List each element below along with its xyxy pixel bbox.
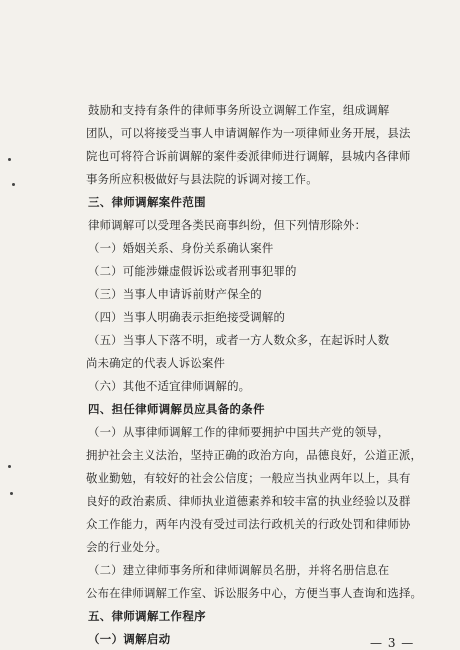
list-item: （二）可能涉嫌虚假诉讼或者刑事犯罪的 bbox=[88, 264, 297, 278]
text-line: 事务所应积极做好与县法院的诉调对接工作。 bbox=[86, 172, 318, 186]
binding-hole-mark bbox=[8, 158, 11, 161]
section-heading: 三、律师调解案件范围 bbox=[88, 195, 206, 209]
text-line: 公布在律师调解工作室、诉讼服务中心，方便当事人查询和选择。 bbox=[86, 586, 423, 600]
text-line: 鼓励和支持有条件的律师事务所设立调解工作室，组成调解 bbox=[88, 103, 390, 117]
text-line: 敬业勤勉，有较好的社会公信度；一般应当执业两年以上，具有 bbox=[86, 471, 411, 485]
binding-hole-mark bbox=[12, 183, 15, 186]
text-line: 良好的政治素质、律师执业道德素养和较丰富的执业经验以及群 bbox=[86, 494, 411, 508]
list-item: （四）当事人明确表示拒绝接受调解的 bbox=[88, 310, 286, 324]
text-line: 会的行业处分。 bbox=[86, 540, 168, 554]
list-item: （三）当事人申请诉前财产保全的 bbox=[88, 287, 262, 301]
sub-heading: （一）调解启动 bbox=[88, 632, 171, 646]
binding-hole-mark bbox=[8, 465, 11, 468]
page-number: — 3 — bbox=[370, 636, 415, 650]
text-line: 律师调解可以受理各类民商事纠纷，但下列情形除外： bbox=[88, 218, 367, 232]
text-line: 院也可将符合诉前调解的案件委派律师进行调解，县城内各律师 bbox=[86, 149, 411, 163]
list-item: （五）当事人下落不明，或者一方人数众多，在起诉时人数 bbox=[88, 333, 390, 347]
list-item: （一）从事律师调解工作的律师要拥护中国共产党的领导， bbox=[88, 425, 390, 439]
text-line: 尚未确定的代表人诉讼案件 bbox=[86, 356, 226, 370]
text-line: 团队，可以将接受当事人申请调解作为一项律师业务开展，县法 bbox=[86, 126, 411, 140]
text-line: 众工作能力，两年内没有受过司法行政机关的行政处罚和律师协 bbox=[86, 517, 411, 531]
list-item: （二）建立律师事务所和律师调解员名册，并将名册信息在 bbox=[88, 563, 390, 577]
section-heading: 五、律师调解工作程序 bbox=[88, 609, 206, 623]
list-item: （一）婚姻关系、身份关系确认案件 bbox=[88, 241, 274, 255]
text-line: 拥护社会主义法治，坚持正确的政治方向，品德良好，公道正派， bbox=[86, 448, 423, 462]
list-item: （六）其他不适宜律师调解的。 bbox=[88, 379, 251, 393]
binding-hole-mark bbox=[10, 492, 13, 495]
section-heading: 四、担任律师调解员应具备的条件 bbox=[88, 402, 265, 416]
